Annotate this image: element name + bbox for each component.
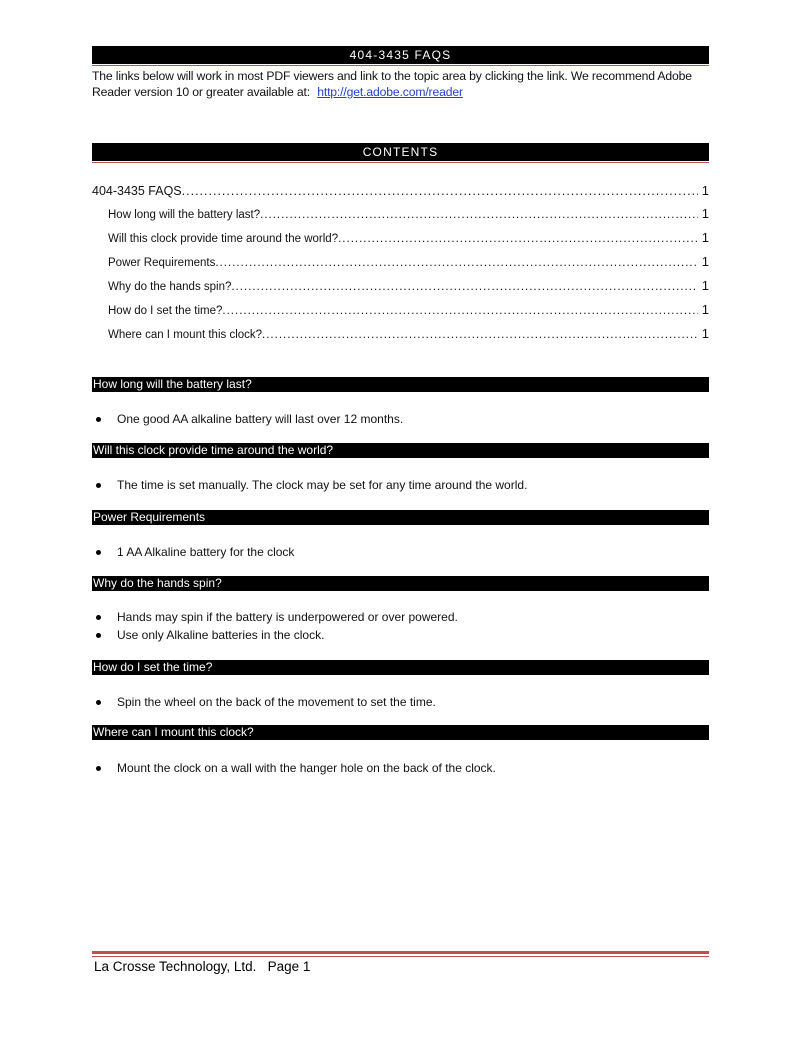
toc-entry-page: 1 (701, 183, 709, 198)
toc-entry-title: Will this clock provide time around the world? (108, 233, 339, 245)
bullet-text: The time is set manually. The clock may be set for any time around the world. (117, 478, 528, 492)
list-item (92, 476, 709, 494)
toc-entry-title: 404-3435 FAQS (92, 184, 182, 198)
section-heading: How do I set the time? (92, 660, 709, 675)
bullet-text: One good AA alkaline battery will last over 12 months. (117, 412, 404, 426)
list-item (92, 608, 709, 626)
bullet-icon (96, 417, 101, 422)
intro-paragraph (92, 68, 709, 100)
toc-leader-dots (231, 275, 697, 299)
toc-entry-hands-spin[interactable] (92, 274, 709, 298)
toc-entry-world-time[interactable] (92, 226, 709, 250)
title-accent-rule (92, 65, 709, 66)
bullet-icon (96, 550, 101, 555)
toc-entry-set-time[interactable] (92, 298, 709, 322)
toc-entry-page: 1 (701, 230, 709, 245)
intro-text: The links below will work in most PDF viewers and link to the topic area by clicking the link. We recommend Adobe Reader version 10 or greater available at: (92, 69, 692, 99)
bullet-icon (96, 766, 101, 771)
bullet-list (92, 693, 709, 711)
toc-leader-dots (215, 251, 697, 275)
section-world-time (92, 443, 709, 494)
contents-accent-rule (92, 162, 709, 163)
bullet-icon (96, 633, 101, 638)
toc-entry-page: 1 (701, 254, 709, 269)
toc-entry-faqs[interactable] (92, 180, 709, 202)
footer-rule-thick (92, 951, 709, 954)
bullet-text: Hands may spin if the battery is underpowered or over powered. (117, 610, 458, 624)
bullet-icon (96, 700, 101, 705)
section-heading: Why do the hands spin? (92, 576, 709, 591)
list-item (92, 693, 709, 711)
toc-entry-battery[interactable] (92, 202, 709, 226)
bullet-icon (96, 483, 101, 488)
page-footer: La Crosse Technology, Ltd. Page 1 (94, 959, 311, 974)
toc-entry-page: 1 (701, 326, 709, 341)
toc-entry-title: Why do the hands spin? (108, 281, 232, 293)
section-heading: Will this clock provide time around the world? (92, 443, 709, 458)
bullet-text: Use only Alkaline batteries in the clock. (117, 628, 325, 642)
list-item (92, 759, 709, 777)
toc-entry-title: Power Requirements (108, 257, 216, 269)
contents-banner (92, 143, 709, 161)
bullet-text: Mount the clock on a wall with the hanger hole on the back of the clock. (117, 761, 496, 775)
bullet-list (92, 759, 709, 777)
toc-leader-dots (260, 203, 698, 227)
bullet-list (92, 410, 709, 428)
list-item (92, 410, 709, 428)
section-mount (92, 725, 709, 777)
toc-entry-title: How long will the battery last? (108, 209, 261, 221)
bullet-text: 1 AA Alkaline battery for the clock (117, 545, 295, 559)
section-power (92, 510, 709, 561)
faqs-title-banner (92, 46, 709, 64)
faqs-title: 404-3435 FAQS (349, 48, 452, 62)
contents-title: CONTENTS (362, 145, 439, 159)
bullet-text: Spin the wheel on the back of the movement to set the time. (117, 695, 436, 709)
section-set-time (92, 660, 709, 711)
toc-entry-title: Where can I mount this clock? (108, 329, 263, 341)
adobe-reader-link[interactable]: http://get.adobe.com/reader (317, 85, 463, 99)
toc-leader-dots (222, 299, 697, 323)
toc-leader-dots (182, 180, 698, 202)
bullet-list (92, 608, 709, 644)
toc-entry-power[interactable] (92, 250, 709, 274)
section-heading: How long will the battery last? (92, 377, 709, 392)
section-heading: Where can I mount this clock? (92, 725, 709, 740)
bullet-list (92, 543, 709, 561)
toc-leader-dots (262, 323, 698, 347)
toc-entry-page: 1 (701, 278, 709, 293)
toc-entry-title: How do I set the time? (108, 305, 223, 317)
footer-rule-thin (92, 956, 709, 957)
toc-leader-dots (338, 227, 698, 251)
section-hands-spin (92, 576, 709, 644)
toc-entry-page: 1 (701, 206, 709, 221)
section-battery (92, 377, 709, 428)
list-item (92, 626, 709, 644)
bullet-list (92, 476, 709, 494)
toc-entry-page: 1 (701, 302, 709, 317)
list-item (92, 543, 709, 561)
toc-entry-mount[interactable] (92, 322, 709, 346)
bullet-icon (96, 615, 101, 620)
document-page (92, 46, 709, 775)
section-heading: Power Requirements (92, 510, 709, 525)
table-of-contents (92, 180, 709, 346)
